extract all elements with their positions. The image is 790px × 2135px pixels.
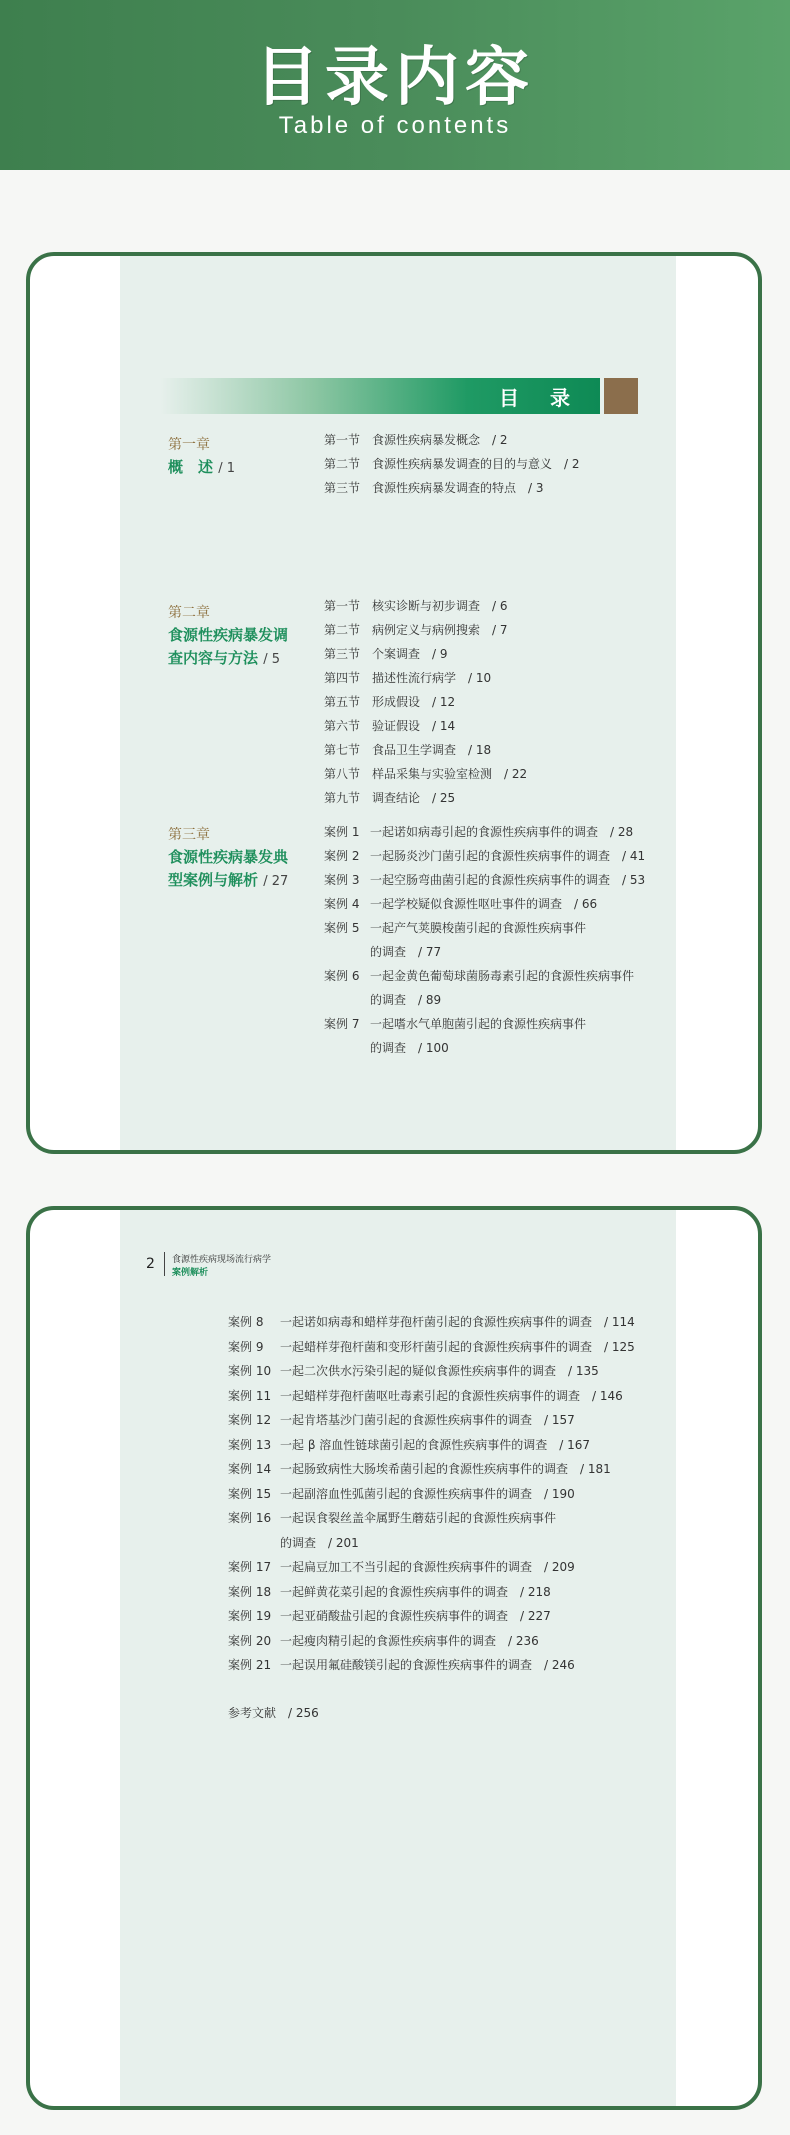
references-entry: 参考文献 / 256 xyxy=(228,1705,319,1720)
toc-entry xyxy=(228,1633,648,1649)
toc-entry xyxy=(324,790,664,806)
toc-entry xyxy=(324,766,664,782)
entry-label: 案例 8 xyxy=(228,1315,264,1329)
header-banner xyxy=(0,0,790,170)
entry-label: 案例 1 xyxy=(324,825,360,839)
entry-text: 一起鲜黄花菜引起的食源性疾病事件的调查 / 218 xyxy=(280,1584,551,1599)
entry-label: 第三节 xyxy=(324,647,361,661)
entry-text: 食源性疾病暴发概念 / 2 xyxy=(372,433,508,447)
entry-text: 调查结论 / 25 xyxy=(372,791,456,805)
toc-entry xyxy=(324,432,664,448)
toc-entry xyxy=(324,968,664,984)
toc-entry-continued xyxy=(280,1535,359,1551)
toc-entry xyxy=(324,1016,664,1032)
book-page-2 xyxy=(120,1210,676,2106)
entry-text: 一起蜡样芽孢杆菌呕吐毒素引起的食源性疾病事件的调查 / 146 xyxy=(280,1388,623,1403)
entry-text: 一起扁豆加工不当引起的食源性疾病事件的调查 / 209 xyxy=(280,1560,575,1574)
entry-text: 一起误食裂丝盖伞属野生蘑菇引起的食源性疾病事件 xyxy=(280,1511,557,1525)
toc-entry xyxy=(228,1486,648,1502)
chapter-number: 第二章 xyxy=(168,605,210,621)
banner-subtitle: Table of contents xyxy=(278,112,512,139)
toc-entry xyxy=(324,694,664,710)
chapter-title xyxy=(168,846,298,893)
header-divider xyxy=(164,1252,165,1276)
toc-entry xyxy=(228,1437,648,1453)
entry-text: 核实诊断与初步调查 / 6 xyxy=(372,599,508,613)
entry-text: 一起肯塔基沙门菌引起的食源性疾病事件的调查 / 157 xyxy=(280,1413,575,1427)
toc-entry xyxy=(324,598,664,614)
entry-text: 一起误用氟硅酸镁引起的食源性疾病事件的调查 / 246 xyxy=(280,1658,575,1672)
entry-text: 形成假设 / 12 xyxy=(372,695,456,709)
entry-label: 案例 3 xyxy=(324,873,360,887)
entry-label: 案例 16 xyxy=(228,1511,272,1525)
entry-label: 案例 11 xyxy=(228,1388,272,1403)
entry-label: 案例 20 xyxy=(228,1633,272,1648)
entry-label: 案例 9 xyxy=(228,1339,264,1354)
entry-text-continued: 的调查 / 100 xyxy=(370,1041,449,1055)
entry-label: 第八节 xyxy=(324,767,361,781)
entry-label: 案例 10 xyxy=(228,1364,272,1378)
chapter-title-text: 食源性疾病暴发调查内容与方法 xyxy=(168,626,289,667)
chapter-title-text: 概 述 xyxy=(168,458,214,476)
toc-card-page-1 xyxy=(26,252,762,1154)
entry-label: 案例 19 xyxy=(228,1609,272,1623)
entry-text: 一起学校疑似食源性呕吐事件的调查 / 66 xyxy=(370,897,598,911)
chapter-page: / 1 xyxy=(218,461,236,476)
entry-text: 食品卫生学调查 / 18 xyxy=(372,743,492,757)
toc-heading: 目 录 xyxy=(499,386,582,410)
chapter-page: / 27 xyxy=(263,874,289,889)
toc-heading-square xyxy=(604,378,638,414)
entry-label: 第一节 xyxy=(324,433,361,447)
entry-label: 案例 15 xyxy=(228,1486,272,1501)
toc-entry xyxy=(228,1559,648,1575)
toc-entry xyxy=(324,622,664,638)
toc-entry xyxy=(228,1339,648,1355)
entry-text: 一起诺如病毒引起的食源性疾病事件的调查 / 28 xyxy=(370,825,634,839)
toc-entry xyxy=(228,1314,648,1330)
entry-label: 案例 7 xyxy=(324,1017,360,1031)
book-page-1 xyxy=(120,256,676,1150)
toc-entry xyxy=(228,1510,648,1526)
banner-title: 目录内容 xyxy=(255,41,535,115)
toc-entry xyxy=(228,1584,648,1600)
entry-label: 案例 5 xyxy=(324,921,360,935)
toc-card-page-2 xyxy=(26,1206,762,2110)
toc-entry-continued xyxy=(370,1040,449,1056)
entry-text: 一起嗜水气单胞菌引起的食源性疾病事件 xyxy=(370,1017,587,1031)
toc-entry xyxy=(324,670,664,686)
entry-text: 一起产气荚膜梭菌引起的食源性疾病事件 xyxy=(370,921,587,935)
entry-text: 一起肠致病性大肠埃希菌引起的食源性疾病事件的调查 / 181 xyxy=(280,1462,611,1476)
chapter-title xyxy=(168,456,298,480)
entry-text: 一起瘦肉精引起的食源性疾病事件的调查 / 236 xyxy=(280,1633,539,1648)
chapter-number: 第一章 xyxy=(168,437,210,453)
running-header-title: 食源性疾病现场流行病学 xyxy=(172,1255,272,1265)
entry-text: 一起亚硝酸盐引起的食源性疾病事件的调查 / 227 xyxy=(280,1609,551,1623)
toc-entry xyxy=(324,480,664,496)
entry-label: 案例 12 xyxy=(228,1413,272,1427)
entry-label: 第二节 xyxy=(324,623,361,637)
toc-entry xyxy=(324,718,664,734)
entry-text: 病例定义与病例搜索 / 7 xyxy=(372,623,508,637)
entry-label: 案例 14 xyxy=(228,1462,272,1476)
entry-label: 案例 6 xyxy=(324,969,360,983)
toc-entry xyxy=(324,742,664,758)
entry-text: 一起 β 溶血性链球菌引起的食源性疾病事件的调查 / 167 xyxy=(280,1437,591,1452)
entry-text: 一起副溶血性弧菌引起的食源性疾病事件的调查 / 190 xyxy=(280,1486,575,1501)
entry-label: 案例 17 xyxy=(228,1560,272,1574)
entry-label: 第二节 xyxy=(324,457,361,471)
toc-entry xyxy=(324,646,664,662)
entry-label: 第九节 xyxy=(324,791,361,805)
entry-label: 第一节 xyxy=(324,599,361,613)
toc-entry xyxy=(228,1412,648,1428)
page-number: 2 xyxy=(146,1256,155,1272)
entry-text: 一起诺如病毒和蜡样芽孢杆菌引起的食源性疾病事件的调查 / 114 xyxy=(280,1315,635,1329)
toc-entry xyxy=(324,920,664,936)
chapter-number: 第三章 xyxy=(168,827,210,843)
entry-label: 案例 21 xyxy=(228,1658,272,1672)
running-header-subtitle: 案例解析 xyxy=(172,1268,209,1278)
entry-text: 一起金黄色葡萄球菌肠毒素引起的食源性疾病事件 xyxy=(370,969,635,983)
entry-label: 第七节 xyxy=(324,743,361,757)
entry-label: 案例 18 xyxy=(228,1584,272,1599)
toc-entry xyxy=(324,824,664,840)
entry-label: 第五节 xyxy=(324,695,361,709)
toc-entry xyxy=(324,456,664,472)
toc-entry xyxy=(324,872,664,888)
toc-entry xyxy=(324,896,664,912)
chapter-page: / 5 xyxy=(263,652,281,667)
entry-text: 验证假设 / 14 xyxy=(372,719,456,733)
entry-label: 案例 4 xyxy=(324,897,360,911)
entry-text-continued: 的调查 / 201 xyxy=(280,1535,359,1550)
entry-text: 食源性疾病暴发调查的目的与意义 / 2 xyxy=(372,457,580,471)
entry-text-continued: 的调查 / 89 xyxy=(370,993,442,1007)
entry-text: 个案调查 / 9 xyxy=(372,647,448,661)
toc-entry-continued xyxy=(370,992,441,1008)
entry-text: 食源性疾病暴发调查的特点 / 3 xyxy=(372,481,544,495)
entry-label: 案例 13 xyxy=(228,1437,272,1452)
toc-entry xyxy=(228,1363,648,1379)
entry-text-continued: 的调查 / 77 xyxy=(370,945,442,959)
entry-label: 第三节 xyxy=(324,481,361,495)
toc-entry-continued xyxy=(370,944,441,960)
entry-text: 一起空肠弯曲菌引起的食源性疾病事件的调查 / 53 xyxy=(370,873,646,887)
toc-entry xyxy=(228,1657,648,1673)
toc-entry xyxy=(228,1388,648,1404)
entry-text: 样品采集与实验室检测 / 22 xyxy=(372,767,528,781)
entry-text: 描述性流行病学 / 10 xyxy=(372,671,492,685)
chapter-title xyxy=(168,624,298,671)
entry-label: 案例 2 xyxy=(324,849,360,863)
toc-heading-bar xyxy=(160,378,600,414)
entry-text: 一起二次供水污染引起的疑似食源性疾病事件的调查 / 135 xyxy=(280,1364,599,1378)
toc-entry xyxy=(228,1461,648,1477)
toc-entry xyxy=(324,848,664,864)
entry-text: 一起肠炎沙门菌引起的食源性疾病事件的调查 / 41 xyxy=(370,849,646,863)
entry-label: 第六节 xyxy=(324,719,361,733)
toc-entry xyxy=(228,1608,648,1624)
chapter-title-text: 食源性疾病暴发典型案例与解析 xyxy=(168,848,289,889)
entry-label: 第四节 xyxy=(324,671,361,685)
entry-text: 一起蜡样芽孢杆菌和变形杆菌引起的食源性疾病事件的调查 / 125 xyxy=(280,1339,635,1354)
